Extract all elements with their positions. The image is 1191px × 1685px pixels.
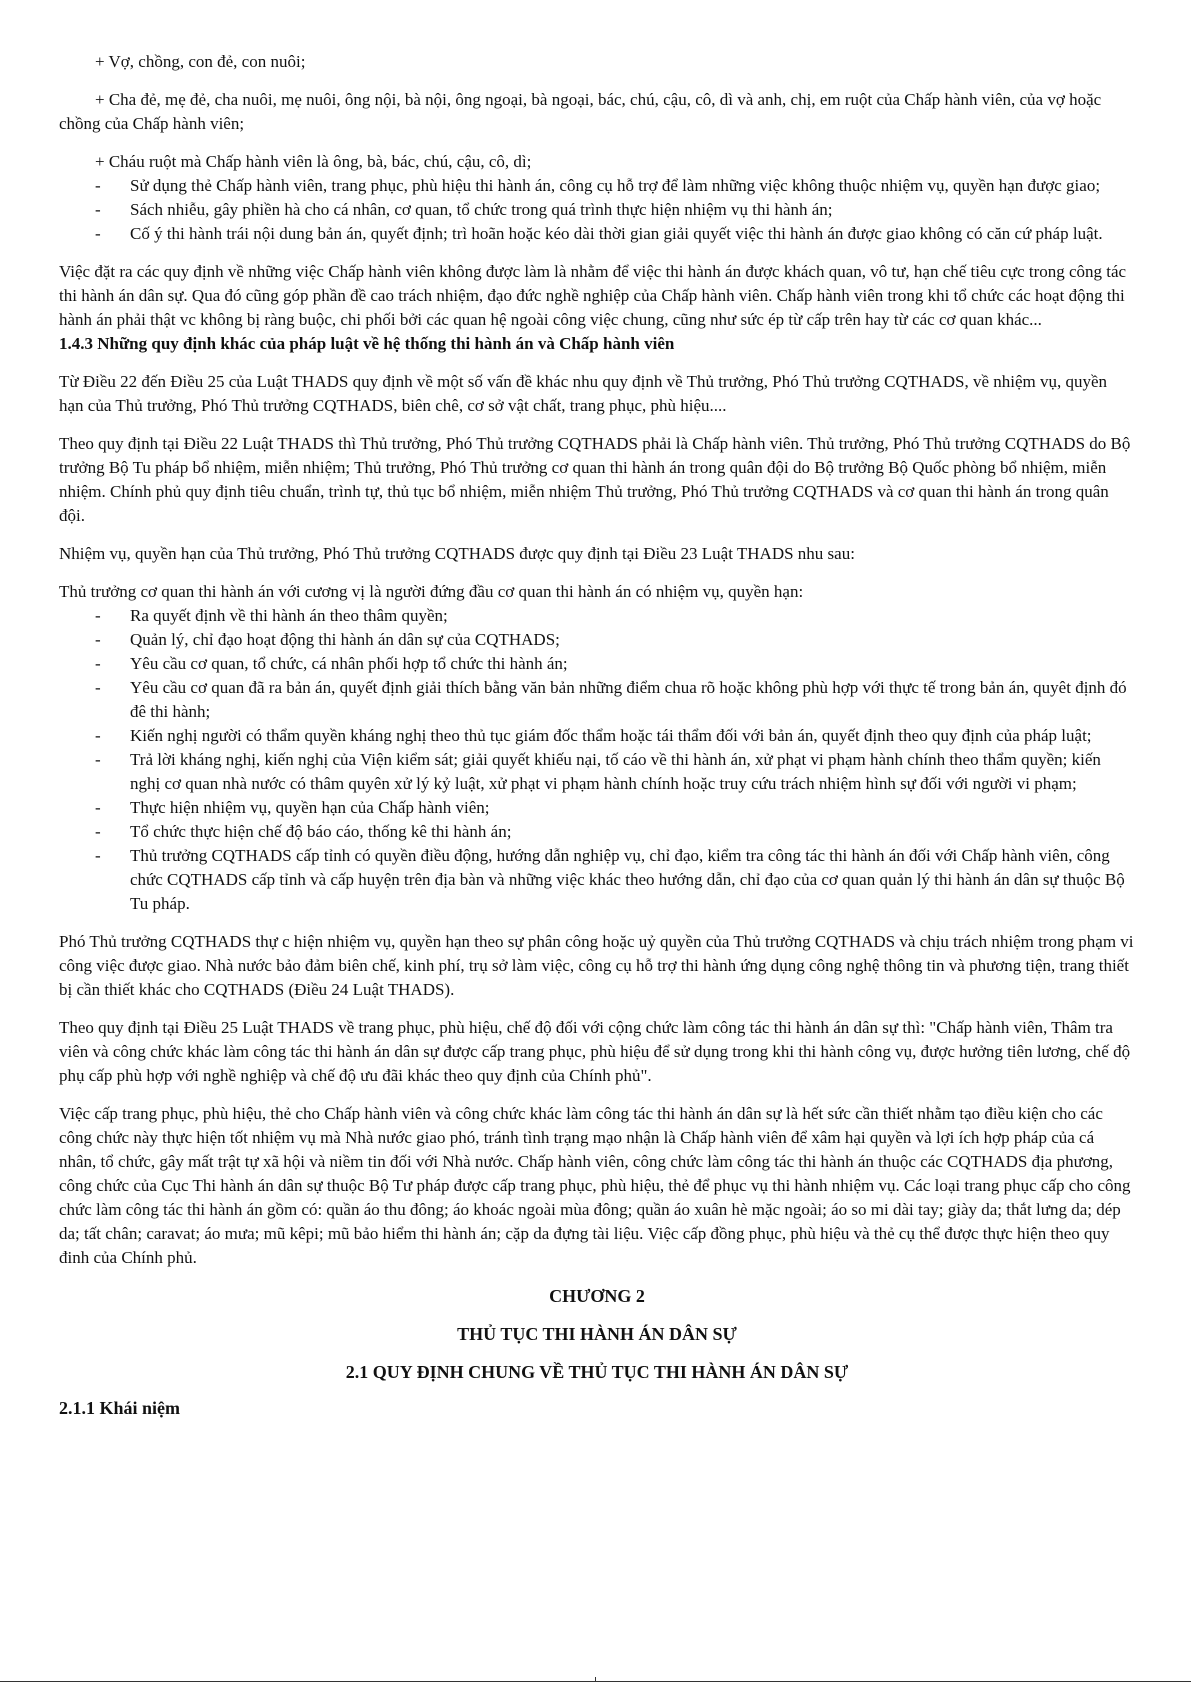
paragraph-purpose: Việc đặt ra các quy định về những việc Chấp hành viên không được làm là nhằm để việc thi hành án được khách quan, vô tư, hạn chế tiêu cực trong công tác thi hành án dân sự. Qua đó cũng góp phần đề cao trách nhiệm, đạo đức nghề nghiệp của Chấp hành viên. Chấp hành viên trong khi tổ chức các hoạt động thi hành án phải thật vc không bị ràng buộc, chi phối bởi các quan hệ ngoài công việc chung, cũng như sức ép từ cấp trên hay từ các cơ quan khác... xyxy=(59,262,1127,329)
list-item: - Trả lời kháng nghị, kiến nghị của Viện kiểm sát; giải quyết khiếu nại, tố cáo về thi hành án, xử phạt vi phạm hành chính theo thẩm quyền; kiến nghị cơ quan nhà nước có thâm quyên xử lý kỷ luật, xử phạt vi phạm hành chính hoặc truy cứu trách nhiệm hình sự đối với người vi phạm; xyxy=(59,748,1135,796)
document-page xyxy=(59,50,1135,1420)
list-item: - Thực hiện nhiệm vụ, quyền hạn của Chấp hành viên; xyxy=(59,796,1135,820)
section-heading-1-4-3: 1.4.3 Những quy định khác của pháp luật về hệ thống thi hành án và Chấp hành viên xyxy=(59,334,675,353)
relative-item-1: + Vợ, chồng, con đẻ, con nuôi; xyxy=(95,52,306,71)
list-item: - Sử dụng thẻ Chấp hành viên, trang phục, phù hiệu thi hành án, công cụ hỗ trợ để làm những việc không thuộc nhiệm vụ, quyền hạn được giao; xyxy=(59,174,1135,198)
list-item: - Quản lý, chỉ đạo hoạt động thi hành án dân sự của CQTHADS; xyxy=(59,628,1135,652)
list-item: - Yêu cầu cơ quan, tổ chức, cá nhân phối hợp tổ chức thi hành án; xyxy=(59,652,1135,676)
list-item: - Kiến nghị người có thẩm quyền kháng nghị theo thủ tục giám đốc thẩm hoặc tái thẩm đối với bản án, quyết định theo quy định của pháp luật; xyxy=(59,724,1135,748)
list-item: - Yêu cầu cơ quan đã ra bản án, quyết định giải thích bằng văn bản những điểm chua rõ hoặc không phù hợp với thực tế trong bản án, quyêt định đó đê thi hành; xyxy=(59,676,1135,724)
list-item: - Thủ trưởng CQTHADS cấp tỉnh có quyền điều động, hướng dẫn nghiệp vụ, chỉ đạo, kiểm tra công tác thi hành án đối với Chấp hành viên, công chức CQTHADS cấp tỉnh và cấp huyện trên địa bàn và những việc khác theo hướng dẫn, chỉ đạo của cơ quan quản lý thi hành án dân sự thuộc Bộ Tu pháp. xyxy=(59,844,1135,916)
section-heading-2-1-1: 2.1.1 Khái niệm xyxy=(59,1398,181,1418)
list-item: - Sách nhiễu, gây phiền hà cho cá nhân, cơ quan, tổ chức trong quá trình thực hiện nhiệm vụ thi hành án; xyxy=(59,198,1135,222)
list-item: - Cố ý thi hành trái nội dung bản án, quyết định; trì hoãn hoặc kéo dài thời gian giải quyết việc thi hành án được giao không có căn cứ pháp luật. xyxy=(59,222,1135,246)
paragraph-article-22: Theo quy định tại Điều 22 Luật THADS thì Thủ trưởng, Phó Thủ trưởng CQTHADS phải là Chấp hành viên. Thủ trưởng, Phó Thủ trưởng CQTHADS do Bộ trưởng Bộ Tu pháp bổ nhiệm, miễn nhiệm; Thủ trưởng, Phó Thủ trưởng cơ quan thi hành án trong quân đội do Bộ trưởng Bộ Quốc phòng bổ nhiệm, miễn nhiệm. Chính phủ quy định tiêu chuẩn, trình tự, thủ tục bổ nhiệm, miễn nhiệm Thủ trưởng, Phó Thủ trưởng CQTHADS và cơ quan thi hành án trong quân đội. xyxy=(59,434,1131,525)
paragraph-uniform: Việc cấp trang phục, phù hiệu, thẻ cho Chấp hành viên và công chức khác làm công tác thi hành án dân sự là hết sức cần thiết nhằm tạo điều kiện cho các công chức này thực hiện tốt nhiệm vụ mà Nhà nước giao phó, tránh tình trạng mạo nhận là Chấp hành viên để xâm hại quyền và lợi ích hợp pháp của cá nhân, tổ chức, gây mất trật tự xã hội và niềm tin đối với Nhà nước. Chấp hành viên, công chức làm công tác thi hành án thuộc các CQTHADS địa phương, công chức của Cục Thi hành án dân sự thuộc Bộ Tư pháp được cấp trang phục, phù hiệu, thẻ để phục vụ thi hành nhiệm vụ. Các loại trang phục cấp cho công chức làm công tác thi hành án gồm có: quần áo thu đông; áo khoác ngoài mùa đông; quần áo xuân hè mặc ngoài; áo so mi dài tay; giày da; thắt lưng da; dép da; tất chân; caravat; áo mưa; mũ kêpi; mũ bảo hiểm thi hành án; cặp da đựng tài liệu. Việc cấp đồng phục, phù hiệu và thẻ cụ thể được thực hiện theo quy đinh của Chính phủ. xyxy=(59,1104,1131,1267)
chapter-label: CHƯƠNG 2 xyxy=(549,1286,645,1306)
duties-list xyxy=(59,604,1135,916)
relative-item-3: + Cháu ruột mà Chấp hành viên là ông, bà, bác, chú, cậu, cô, dì; xyxy=(95,152,532,171)
relative-item-2: + Cha đẻ, mẹ đẻ, cha nuôi, mẹ nuôi, ông nội, bà nội, ông ngoại, bà ngoại, bác, chú, cậu, cô, dì và anh, chị, em ruột của Chấp hành viên, của vợ hoặc chồng của Chấp hành viên; xyxy=(59,90,1102,133)
chapter-title: THỦ TỤC THI HÀNH ÁN DÂN SỰ xyxy=(457,1324,737,1344)
list-item: - Ra quyết định về thi hành án theo thâm quyền; xyxy=(59,604,1135,628)
page-footer-tick xyxy=(595,1677,596,1682)
prohibited-list xyxy=(59,174,1135,246)
paragraph-head-role: Thủ trưởng cơ quan thi hành án với cương vị là người đứng đầu cơ quan thi hành án có nhiệm vụ, quyền hạn: xyxy=(59,582,804,601)
paragraph-articles-22-25: Từ Điều 22 đến Điều 25 của Luật THADS quy định về một số vấn đề khác nhu quy định về Thủ trưởng, Phó Thủ trưởng CQTHADS, về nhiệm vụ, quyền hạn của Thủ trưởng, Phó Thủ trưởng CQTHADS, biên chê, cơ sở vật chất, trang phục, phù hiệu.... xyxy=(59,372,1108,415)
section-heading-2-1: 2.1 QUY ĐỊNH CHUNG VỀ THỦ TỤC THI HÀNH ÁN DÂN SỰ xyxy=(345,1362,849,1382)
list-item: - Tổ chức thực hiện chế độ báo cáo, thống kê thi hành án; xyxy=(59,820,1135,844)
paragraph-deputy: Phó Thủ trưởng CQTHADS thự c hiện nhiệm vụ, quyền hạn theo sự phân công hoặc uỷ quyền của Thủ trưởng CQTHADS và chịu trách nhiệm trong phạm vi công việc được giao. Nhà nước bảo đảm biên chế, kinh phí, trụ sở làm việc, công cụ hỗ trợ thi hành ứng dụng công nghệ thông tin và phương tiện, trang thiết bị cần thiết khác cho CQTHADS (Điều 24 Luật THADS). xyxy=(59,932,1134,999)
paragraph-article-25: Theo quy định tại Điều 25 Luật THADS về trang phục, phù hiệu, chế độ đối với cộng chức làm công tác thi hành án dân sự thì: "Chấp hành viên, Thâm tra viên và công chức khác làm công tác thi hành án dân sự được cấp trang phục, phù hiệu để sử dụng trong khi thi hành công vụ, được hưởng tiên lương, chế độ phụ cấp phù hợp với nghề nghiệp và chế độ ưu đãi khác theo quy định của Chính phủ". xyxy=(59,1018,1131,1085)
paragraph-article-23-intro: Nhiệm vụ, quyền hạn của Thủ trưởng, Phó Thủ trưởng CQTHADS được quy định tại Điều 23 Luật THADS nhu sau: xyxy=(59,544,855,563)
